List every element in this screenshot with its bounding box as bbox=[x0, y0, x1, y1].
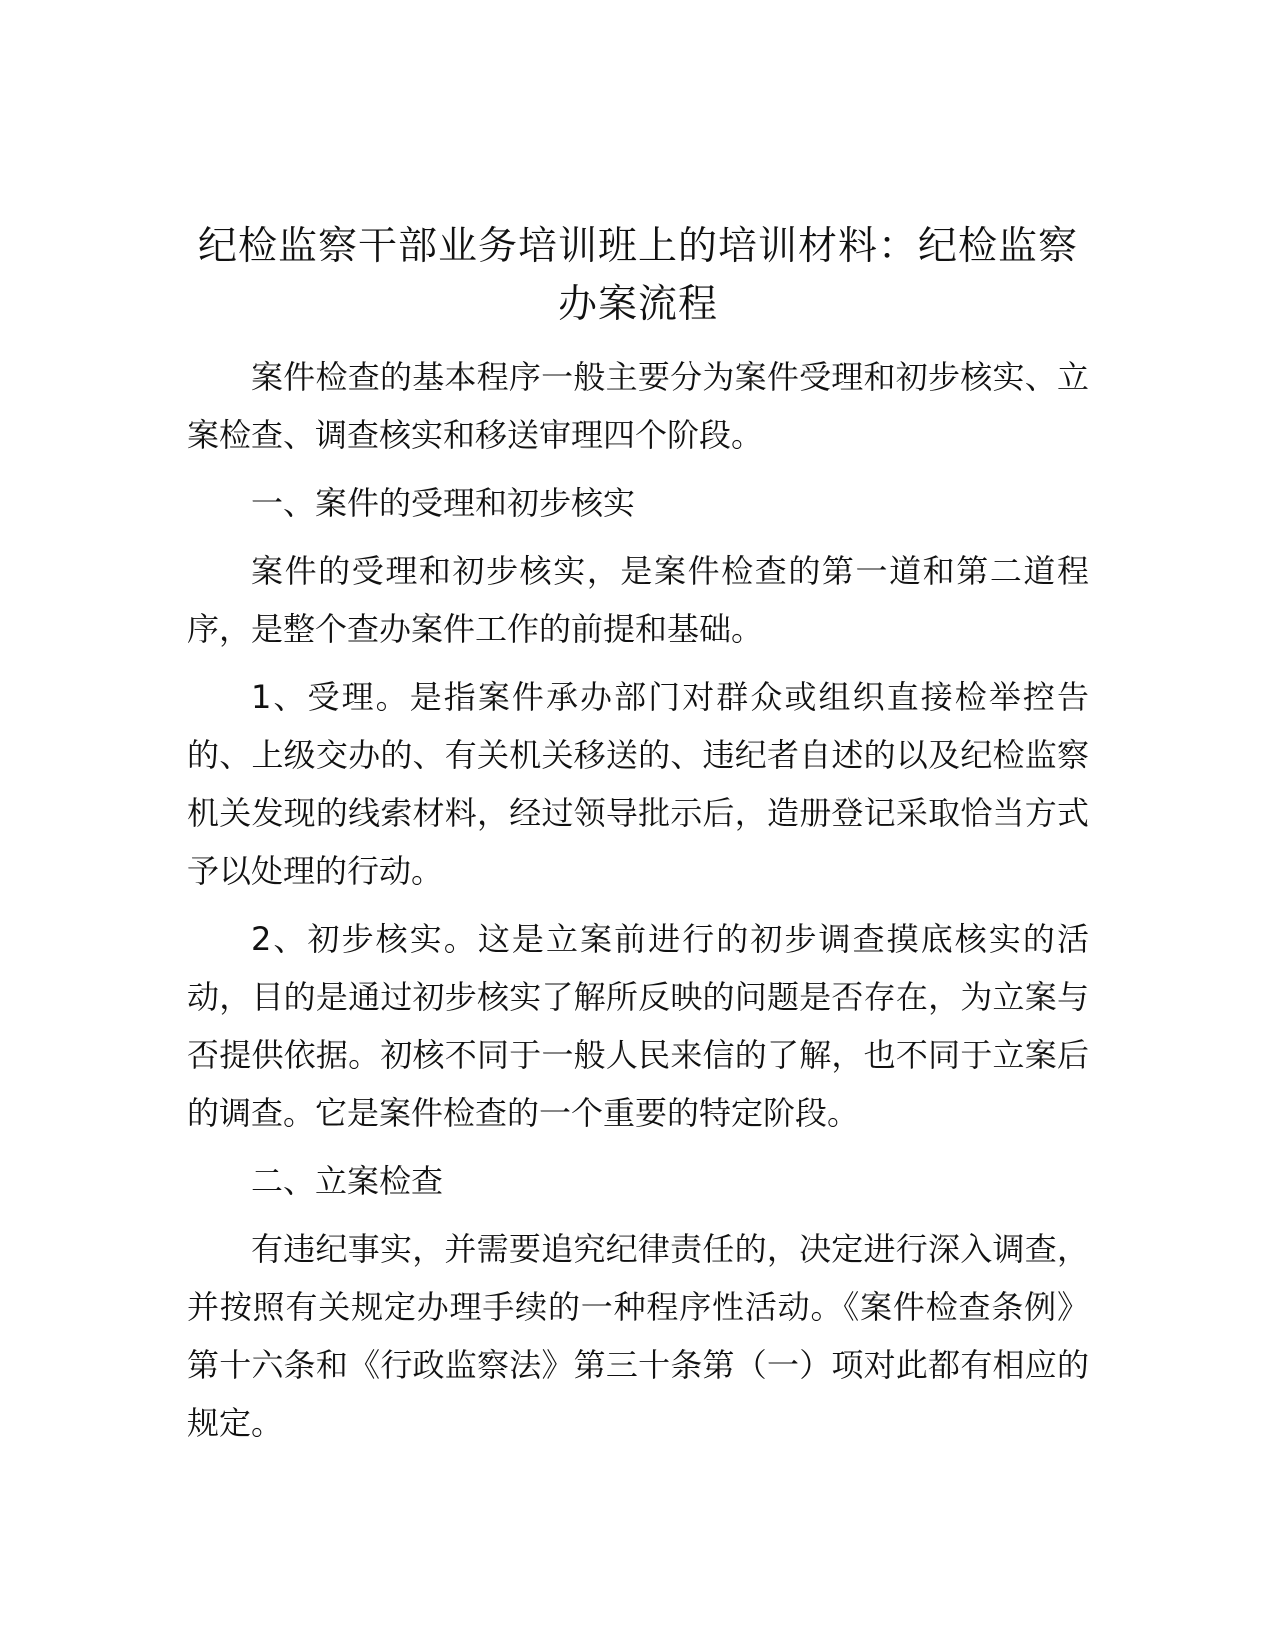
document-title: 纪检监察干部业务培训班上的培训材料：纪检监察办案流程 bbox=[197, 224, 1078, 327]
acceptance-paragraph: 案件的受理和初步核实，是案件检查的第一道和第二道程序，是整个查办案件工作的前提和基础。 bbox=[187, 552, 1089, 648]
document-body bbox=[187, 218, 1089, 1462]
intro-paragraph: 案件检查的基本程序一般主要分为案件受理和初步核实、立案检查、调查核实和移送审理四个阶段。 bbox=[187, 358, 1089, 454]
acceptance-item-2: 2、初步核实。这是立案前进行的初步调查摸底核实的活动，目的是通过初步核实了解所反映的问题是否存在，为立案与否提供依据。初核不同于一般人民来信的了解，也不同于立案后的调查。它是案件检查的一个重要的特定阶段。 bbox=[187, 920, 1089, 1132]
section-heading-acceptance: 一、案件的受理和初步核实 bbox=[251, 484, 636, 522]
filing-paragraph: 有违纪事实，并需要追究纪律责任的，决定进行深入调查，并按照有关规定办理手续的一种程序性活动。《案件检查条例》第十六条和《行政监察法》第三十条第（一）项对此都有相应的规定。 bbox=[187, 1230, 1089, 1442]
section-heading-filing: 二、立案检查 bbox=[251, 1162, 444, 1200]
acceptance-item-1: 1、受理。是指案件承办部门对群众或组织直接检举控告的、上级交办的、有关机关移送的、违纪者自述的以及纪检监察机关发现的线索材料，经过领导批示后，造册登记采取恰当方式予以处理的行动。 bbox=[187, 678, 1089, 890]
